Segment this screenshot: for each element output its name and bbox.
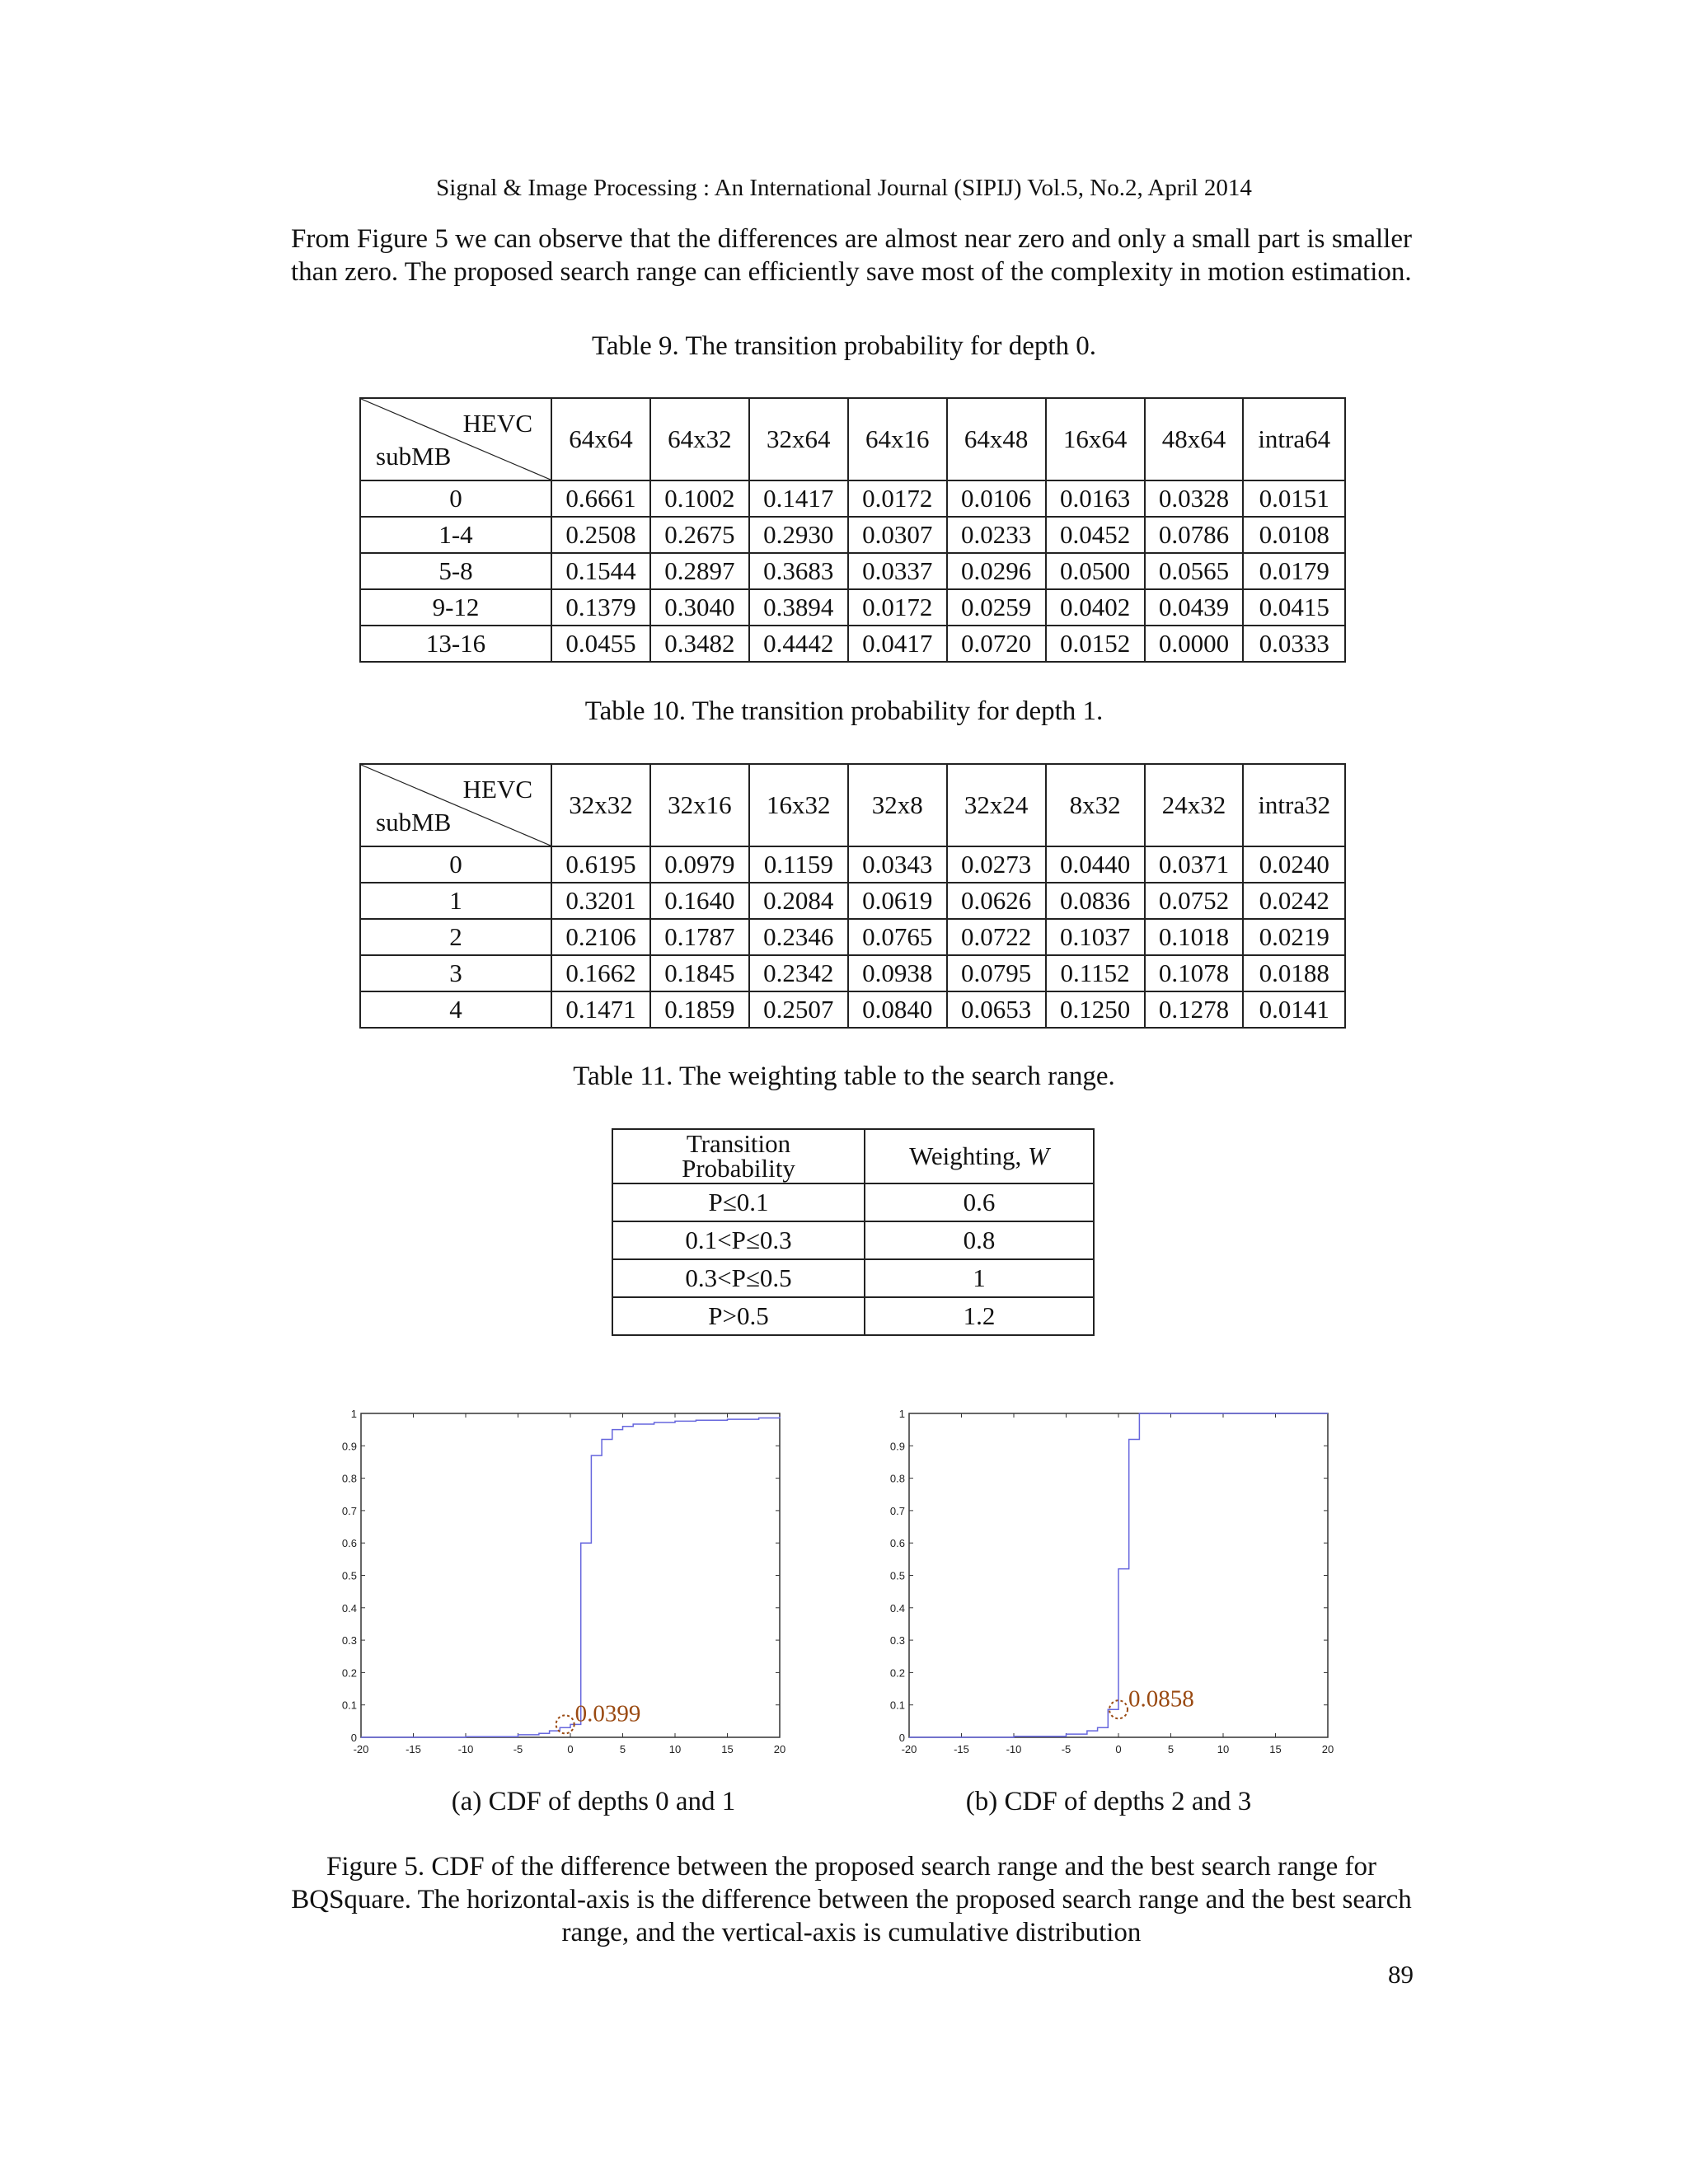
table9-caption: Table 9. The transition probability for depth 0. — [591, 331, 1097, 361]
table-cell: 0.0786 — [1145, 517, 1244, 553]
table-cell: 0.2508 — [551, 517, 650, 553]
table-row — [360, 626, 1345, 662]
header-line: Transition — [686, 1129, 791, 1158]
table-row — [360, 517, 1345, 553]
header-label: Weighting, — [909, 1141, 1029, 1170]
table-cell: 0.0172 — [848, 589, 947, 626]
column-header: 64x32 — [650, 398, 749, 480]
column-header: 64x64 — [551, 398, 650, 480]
column-header: 48x64 — [1145, 398, 1244, 480]
table-cell: 0.1787 — [650, 919, 749, 955]
cdf-chart-a — [328, 1401, 806, 1772]
table-cell: 0.6195 — [551, 846, 650, 883]
table-cell: 0.0653 — [947, 991, 1046, 1028]
probability-cell: 0.3<P≤0.5 — [612, 1259, 865, 1297]
table-row — [612, 1183, 1094, 1221]
y-tick-label: 0.7 — [341, 1504, 357, 1517]
table-cell: 0.0233 — [947, 517, 1046, 553]
x-tick-label: -15 — [954, 1743, 969, 1755]
y-tick-label: 0.6 — [889, 1537, 905, 1550]
table-cell: 0.0188 — [1243, 955, 1345, 991]
table-cell: 0.0151 — [1243, 480, 1345, 517]
row-label: 1 — [360, 883, 551, 919]
probability-cell: 0.1<P≤0.3 — [612, 1221, 865, 1259]
chart-a-subcaption: (a) CDF of depths 0 and 1 — [451, 1787, 736, 1816]
table-cell: 0.1544 — [551, 553, 650, 589]
table-cell: 0.1640 — [650, 883, 749, 919]
table-cell: 0.0333 — [1243, 626, 1345, 662]
y-tick-label: 0.6 — [341, 1537, 357, 1550]
table-cell: 0.0795 — [947, 955, 1046, 991]
table-cell: 0.1859 — [650, 991, 749, 1028]
table-row — [612, 1221, 1094, 1259]
table-cell: 0.0141 — [1243, 991, 1345, 1028]
table-row — [360, 883, 1345, 919]
table-cell: 0.2106 — [551, 919, 650, 955]
x-tick-label: 15 — [721, 1743, 734, 1755]
figure-caption: Figure 5. CDF of the difference between the proposed search range and the best search range for BQSquare. The horizontal-axis is the difference between the proposed search range and the best search range, and the vertical-axis is cumulative distribution — [291, 1852, 1412, 1947]
table-cell: 0.2342 — [749, 955, 848, 991]
page-number: 89 — [1388, 1960, 1414, 1989]
table-cell: 0.0439 — [1145, 589, 1244, 626]
table-row — [612, 1259, 1094, 1297]
x-tick-label: -10 — [1006, 1743, 1022, 1755]
table-row — [360, 480, 1345, 517]
table11-header-weighting — [865, 1129, 1094, 1183]
y-tick-label: 0 — [898, 1732, 905, 1744]
x-tick-label: -20 — [353, 1743, 369, 1755]
table-cell: 0.0259 — [947, 589, 1046, 626]
x-tick-label: -5 — [513, 1743, 523, 1755]
y-tick-label: 0.9 — [889, 1440, 905, 1453]
table-cell: 0.2675 — [650, 517, 749, 553]
plot-frame — [361, 1413, 780, 1737]
x-tick-label: 5 — [1167, 1743, 1175, 1755]
x-tick-label: 20 — [1321, 1743, 1334, 1755]
table-cell: 0.0500 — [1046, 553, 1145, 589]
table-cell: 0.0938 — [848, 955, 947, 991]
row-label: 4 — [360, 991, 551, 1028]
table-cell: 0.0417 — [848, 626, 947, 662]
table-cell: 0.0337 — [848, 553, 947, 589]
table-cell: 0.0455 — [551, 626, 650, 662]
corner-header-cell — [360, 398, 551, 480]
row-label: 0 — [360, 846, 551, 883]
table-cell: 0.3683 — [749, 553, 848, 589]
table11-header-probability — [612, 1129, 865, 1183]
table-cell: 0.2897 — [650, 553, 749, 589]
table-cell: 0.3040 — [650, 589, 749, 626]
corner-label-submb: subMB — [376, 808, 452, 837]
y-tick-label: 0.9 — [341, 1440, 357, 1453]
table-cell: 0.3894 — [749, 589, 848, 626]
x-tick-label: 0 — [567, 1743, 574, 1755]
x-tick-label: -20 — [901, 1743, 917, 1755]
header-symbol: W — [1028, 1141, 1049, 1170]
y-tick-label: 0.1 — [889, 1699, 905, 1712]
table-cell: 0.1379 — [551, 589, 650, 626]
x-tick-label: 10 — [668, 1743, 682, 1755]
probability-cell: P>0.5 — [612, 1297, 865, 1335]
column-header: 32x24 — [947, 764, 1046, 846]
table-cell: 0.1078 — [1145, 955, 1244, 991]
table-cell: 0.0979 — [650, 846, 749, 883]
table-cell: 0.0565 — [1145, 553, 1244, 589]
probability-cell: P≤0.1 — [612, 1183, 865, 1221]
annotation-label: 0.0858 — [1128, 1685, 1194, 1713]
x-tick-label: 5 — [619, 1743, 626, 1755]
y-tick-label: 1 — [898, 1408, 905, 1420]
table-cell: 0.6661 — [551, 480, 650, 517]
table10-caption: Table 10. The transition probability for depth 1. — [584, 696, 1104, 726]
x-tick-label: -15 — [406, 1743, 421, 1755]
table-cell: 0.0108 — [1243, 517, 1345, 553]
column-header: 8x32 — [1046, 764, 1145, 846]
table11-caption: Table 11. The weighting table to the search range. — [573, 1062, 1115, 1091]
table-cell: 0.1152 — [1046, 955, 1145, 991]
weighting-cell: 0.8 — [865, 1221, 1094, 1259]
y-tick-label: 0.5 — [341, 1569, 357, 1582]
table-cell: 0.1002 — [650, 480, 749, 517]
row-label: 2 — [360, 919, 551, 955]
cdf-series-line — [361, 1417, 780, 1737]
table-cell: 0.0619 — [848, 883, 947, 919]
y-tick-label: 0.8 — [341, 1472, 357, 1485]
table-cell: 0.0307 — [848, 517, 947, 553]
weighting-cell: 1.2 — [865, 1297, 1094, 1335]
row-label: 3 — [360, 955, 551, 991]
x-tick-label: 10 — [1217, 1743, 1230, 1755]
table-cell: 0.0720 — [947, 626, 1046, 662]
column-header: 32x8 — [848, 764, 947, 846]
table-row — [360, 846, 1345, 883]
corner-label-submb: subMB — [376, 442, 452, 471]
cdf-series-line — [909, 1413, 1328, 1737]
table-cell: 0.1250 — [1046, 991, 1145, 1028]
table-cell: 0.3201 — [551, 883, 650, 919]
column-header: 16x32 — [749, 764, 848, 846]
table11 — [612, 1128, 1095, 1336]
y-tick-label: 0.4 — [341, 1601, 357, 1615]
table-row — [612, 1297, 1094, 1335]
column-header: 16x64 — [1046, 398, 1145, 480]
table-cell: 0.0752 — [1145, 883, 1244, 919]
table-row — [360, 919, 1345, 955]
annotation-label: 0.0399 — [574, 1700, 641, 1727]
y-tick-label: 0.2 — [889, 1666, 905, 1680]
journal-header: Signal & Image Processing : An International Journal (SIPIJ) Vol.5, No.2, April 2014 — [436, 175, 1252, 201]
cdf-chart-b — [876, 1401, 1354, 1772]
table-cell: 0.0273 — [947, 846, 1046, 883]
table10 — [359, 763, 1346, 1029]
x-tick-label: -5 — [1061, 1743, 1071, 1755]
column-header: 32x32 — [551, 764, 650, 846]
table-cell: 0.0328 — [1145, 480, 1244, 517]
chart-b-subcaption: (b) CDF of depths 2 and 3 — [965, 1787, 1252, 1816]
y-tick-label: 0.3 — [341, 1634, 357, 1647]
table-row — [360, 589, 1345, 626]
table-cell: 0.2507 — [749, 991, 848, 1028]
y-tick-label: 0.2 — [341, 1666, 357, 1680]
y-tick-label: 0.5 — [889, 1569, 905, 1582]
corner-label-hevc: HEVC — [462, 409, 532, 438]
table-cell: 0.1845 — [650, 955, 749, 991]
table-cell: 0.0840 — [848, 991, 947, 1028]
table-cell: 0.3482 — [650, 626, 749, 662]
x-tick-label: -10 — [457, 1743, 474, 1755]
table-cell: 0.0163 — [1046, 480, 1145, 517]
table-cell: 0.0179 — [1243, 553, 1345, 589]
weighting-cell: 0.6 — [865, 1183, 1094, 1221]
column-header: 64x48 — [947, 398, 1046, 480]
table-cell: 0.1417 — [749, 480, 848, 517]
table-cell: 0.0106 — [947, 480, 1046, 517]
header-line: Probability — [682, 1154, 795, 1183]
table-cell: 0.0000 — [1145, 626, 1244, 662]
row-label: 13-16 — [360, 626, 551, 662]
table-cell: 0.0219 — [1243, 919, 1345, 955]
x-tick-label: 20 — [773, 1743, 786, 1755]
table-cell: 0.1159 — [749, 846, 848, 883]
table-cell: 0.0371 — [1145, 846, 1244, 883]
y-tick-label: 0.8 — [889, 1472, 905, 1485]
table-cell: 0.0765 — [848, 919, 947, 955]
table-cell: 0.0152 — [1046, 626, 1145, 662]
corner-header-cell — [360, 764, 551, 846]
table-cell: 0.0626 — [947, 883, 1046, 919]
weighting-cell: 1 — [865, 1259, 1094, 1297]
row-label: 9-12 — [360, 589, 551, 626]
table-cell: 0.0242 — [1243, 883, 1345, 919]
y-tick-label: 0 — [350, 1732, 357, 1744]
y-tick-label: 0.4 — [889, 1601, 905, 1615]
table-cell: 0.2346 — [749, 919, 848, 955]
table-cell: 0.4442 — [749, 626, 848, 662]
row-label: 5-8 — [360, 553, 551, 589]
row-label: 1-4 — [360, 517, 551, 553]
column-header: 32x16 — [650, 764, 749, 846]
table-cell: 0.1278 — [1145, 991, 1244, 1028]
table-row — [360, 553, 1345, 589]
table-cell: 0.0402 — [1046, 589, 1145, 626]
table-cell: 0.2930 — [749, 517, 848, 553]
table-cell: 0.1471 — [551, 991, 650, 1028]
table-cell: 0.0343 — [848, 846, 947, 883]
y-tick-label: 0.7 — [889, 1504, 905, 1517]
y-tick-label: 1 — [350, 1408, 357, 1420]
table-cell: 0.0452 — [1046, 517, 1145, 553]
table-row — [360, 955, 1345, 991]
table-cell: 0.0296 — [947, 553, 1046, 589]
y-tick-label: 0.1 — [341, 1699, 357, 1712]
table-cell: 0.0722 — [947, 919, 1046, 955]
body-paragraph: From Figure 5 we can observe that the differences are almost near zero and only a small part is smaller than zero. The proposed search range can efficiently save most of the complexity in motion estimation. — [291, 224, 1412, 287]
column-header: 32x64 — [749, 398, 848, 480]
corner-label-hevc: HEVC — [462, 775, 532, 804]
x-tick-label: 0 — [1115, 1743, 1122, 1755]
y-tick-label: 0.3 — [889, 1634, 905, 1647]
table-cell: 0.0440 — [1046, 846, 1145, 883]
table-cell: 0.2084 — [749, 883, 848, 919]
table-cell: 0.1662 — [551, 955, 650, 991]
column-header: 64x16 — [848, 398, 947, 480]
table-row — [360, 991, 1345, 1028]
table-cell: 0.0415 — [1243, 589, 1345, 626]
row-label: 0 — [360, 480, 551, 517]
table-cell: 0.0240 — [1243, 846, 1345, 883]
column-header: intra64 — [1243, 398, 1345, 480]
table-cell: 0.0172 — [848, 480, 947, 517]
column-header: intra32 — [1243, 764, 1345, 846]
table-cell: 0.1018 — [1145, 919, 1244, 955]
table-cell: 0.1037 — [1046, 919, 1145, 955]
table-cell: 0.0836 — [1046, 883, 1145, 919]
column-header: 24x32 — [1145, 764, 1244, 846]
x-tick-label: 15 — [1269, 1743, 1282, 1755]
table9 — [359, 397, 1346, 663]
